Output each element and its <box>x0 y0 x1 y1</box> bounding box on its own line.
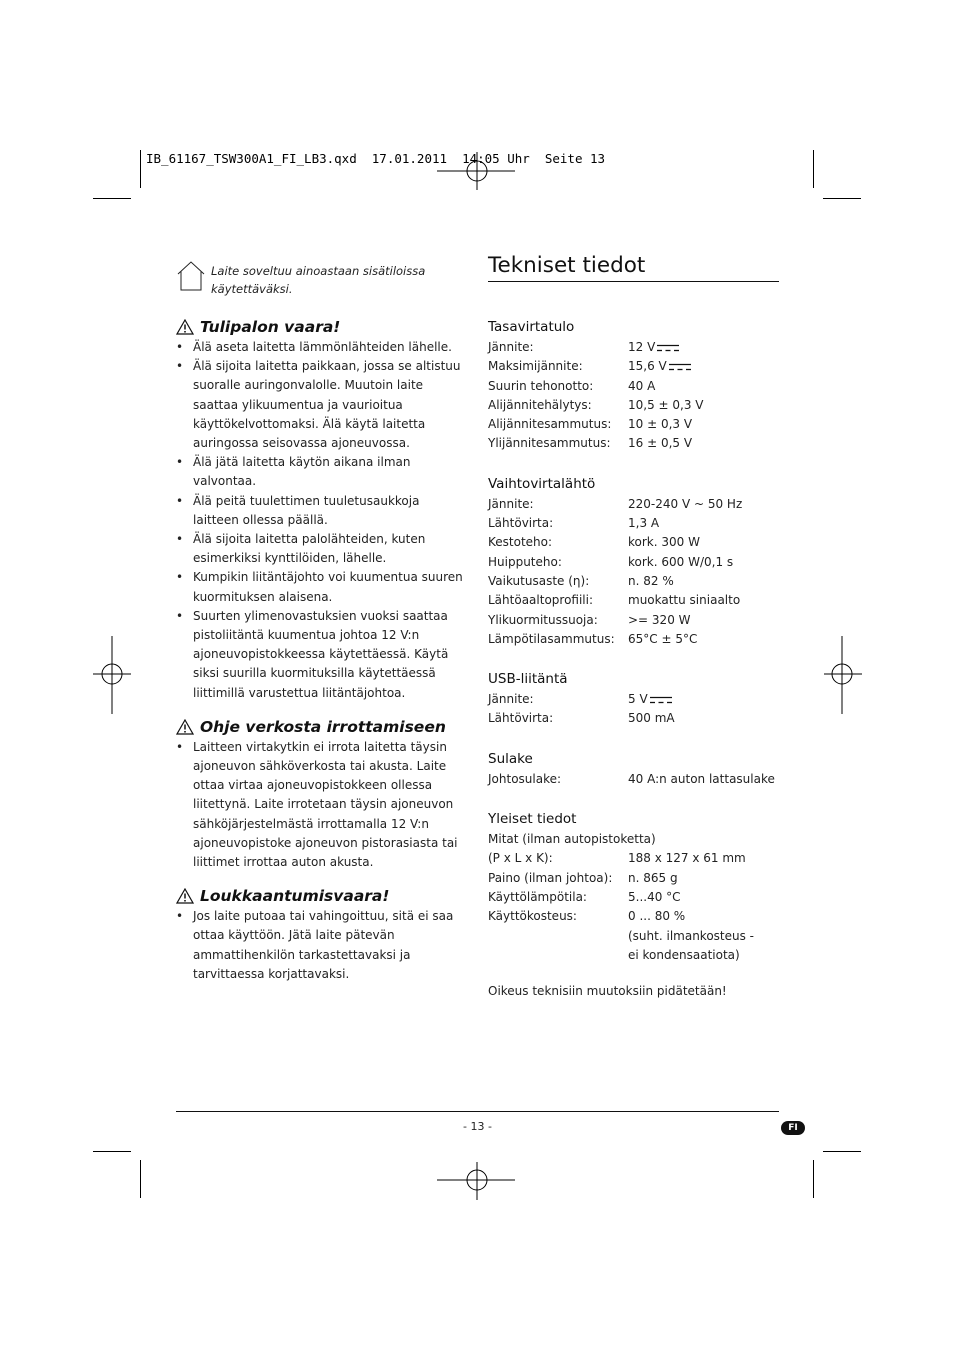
spec-group <box>488 316 788 454</box>
spec-value: 10,5 ± 0,3 V <box>628 397 704 412</box>
spec-label: Vaikutusaste (η): <box>488 573 590 588</box>
specs-column <box>488 316 788 998</box>
list-item: • Jos laite putoaa tai vahingoittuu, sitä ei saa ottaa käyttöön. Jätä laite pätevän ammattihenkilön tarkastettavaksi ja tarvittaessa korjattavaksi. <box>176 907 468 984</box>
spec-row <box>488 830 788 849</box>
crop-mark <box>813 1160 814 1198</box>
spec-row <box>488 770 788 789</box>
crop-mark <box>140 150 141 188</box>
injury-hazard-section <box>176 885 468 984</box>
spec-row <box>488 630 788 649</box>
spec-value-cell <box>628 591 788 610</box>
spec-group-title: Yleiset tiedot <box>488 811 577 828</box>
registration-mark-icon <box>822 636 862 714</box>
spec-row <box>488 849 788 868</box>
spec-value-cell <box>628 415 788 434</box>
spec-value-cell <box>628 770 788 789</box>
spec-row <box>488 495 788 514</box>
list-item: • Suurten ylimenovastuksien vuoksi saattaa pistoliitäntä kuumentua johtoa 12 V:n ajoneuvopistokkeessa käytettäessä. Käytä siksi suurilla kuormituksilla käytettäessä liittimillä varustettua liitäntäjohtoa. <box>176 607 468 703</box>
list-item: • Kumpikin liitäntäjohto voi kuumentua suuren kuormituksen alaisena. <box>176 568 468 606</box>
spec-label: Ylijännitesammutus: <box>488 436 611 451</box>
spec-label: Lähtövirta: <box>488 711 554 726</box>
spec-row <box>488 434 788 453</box>
spec-value-cell <box>628 514 788 533</box>
print-slug: IB_61167_TSW300A1_FI_LB3.qxd 17.01.2011 14:05 Uhr Seite 13 <box>146 151 606 166</box>
spec-value: 16 ± 0,5 V <box>628 436 693 451</box>
spec-row <box>488 611 788 630</box>
spec-label: Jännite: <box>488 340 534 354</box>
spec-value: 10 ± 0,3 V <box>628 417 693 432</box>
spec-row <box>488 357 788 376</box>
spec-row <box>488 709 788 728</box>
page-title: Tekniset tiedot <box>488 253 779 282</box>
section-heading <box>176 316 468 338</box>
crop-mark <box>93 1151 131 1152</box>
spec-value-cell <box>628 572 788 591</box>
spec-value-cell <box>628 709 788 728</box>
crop-mark <box>823 1151 861 1152</box>
spec-group <box>488 473 788 649</box>
spec-value-cell <box>628 396 788 415</box>
warning-triangle-icon <box>176 319 194 335</box>
spec-label: Alijännitehälytys: <box>488 397 592 412</box>
spec-group-title: USB-liitäntä <box>488 671 568 688</box>
section-heading-text: Ohje verkosta irrottamiseen <box>200 717 446 736</box>
spec-row <box>488 338 788 357</box>
spec-label: Kestoteho: <box>488 535 553 550</box>
spec-value: kork. 600 W/0,1 s <box>628 554 734 569</box>
spec-value-cell <box>628 338 788 357</box>
disconnect-section <box>176 716 468 872</box>
language-badge: FI <box>781 1121 805 1135</box>
spec-value: n. 82 % <box>628 573 674 588</box>
spec-label: (P x L x K): <box>488 851 553 866</box>
spec-group <box>488 748 788 789</box>
bullet-list <box>176 907 468 984</box>
spec-value: 5...40 °C <box>628 889 681 904</box>
warning-triangle-icon <box>176 719 194 735</box>
spec-label: Ylikuormitussuoja: <box>488 612 598 627</box>
section-heading-text: Tulipalon vaara! <box>200 318 341 336</box>
spec-row <box>488 927 788 946</box>
spec-value-cell <box>656 830 788 849</box>
spec-label: Alijännitesammutus: <box>488 417 612 432</box>
spec-label: Jännite: <box>488 692 534 707</box>
spec-value: 12 V <box>628 340 656 354</box>
spec-group-title: Sulake <box>488 750 533 767</box>
crop-mark <box>93 198 131 199</box>
crop-mark <box>140 1160 141 1198</box>
spec-value-cell <box>628 869 788 888</box>
bullet-list <box>176 338 468 703</box>
spec-value-cell <box>628 630 788 649</box>
spec-value-cell <box>628 690 788 709</box>
spec-group <box>488 668 788 729</box>
page-number: - 13 - <box>463 1120 492 1133</box>
spec-row <box>488 591 788 610</box>
section-heading-text: Loukkaantumisvaara! <box>200 887 390 906</box>
spec-row <box>488 553 788 572</box>
spec-label: Lähtövirta: <box>488 516 554 531</box>
spec-group <box>488 808 788 965</box>
spec-value: 0 ... 80 % <box>628 909 686 924</box>
registration-mark-icon <box>93 636 133 714</box>
fire-hazard-section <box>176 316 468 703</box>
spec-label: Paino (ilman johtoa): <box>488 870 613 885</box>
spec-value-cell <box>628 946 788 965</box>
spec-row <box>488 415 788 434</box>
list-item: • Laitteen virtakytkin ei irrota laitetta täysin ajoneuvon sähköverkosta tai akusta. Laite ottaa virtaa ajoneuvopistokkeen ollessa liitettynä. Laite irrotetaan täysin ajoneuvon sähköjärjestelmästä irrottamalla 12 V:n ajoneuvopistoke ajoneuvon pistorasiasta tai liittimet irrottaa auton akusta. <box>176 738 468 872</box>
list-item: • Älä jätä laitetta käytön aikana ilman valvontaa. <box>176 453 468 491</box>
spec-value: 220-240 V ~ 50 Hz <box>628 496 743 511</box>
footer-rule <box>176 1111 779 1112</box>
spec-row <box>488 907 788 926</box>
spec-value: kork. 300 W <box>628 535 700 550</box>
spec-label: Johtosulake: <box>488 771 562 786</box>
spec-row <box>488 869 788 888</box>
spec-value: n. 865 g <box>628 870 678 885</box>
spec-value: 1,3 A <box>628 516 660 531</box>
spec-label: Käyttökosteus: <box>488 909 577 924</box>
dc-symbol-icon <box>669 363 691 371</box>
spec-row <box>488 514 788 533</box>
house-icon <box>176 260 206 292</box>
list-item: • Älä peitä tuulettimen tuuletusaukkoja laitteen ollessa päällä. <box>176 492 468 530</box>
crop-mark <box>813 150 814 188</box>
spec-value: muokattu siniaalto <box>628 593 741 608</box>
spec-label: Suurin tehonotto: <box>488 378 594 393</box>
spec-value-cell <box>628 377 788 396</box>
spec-value: >= 320 W <box>628 612 691 627</box>
warning-triangle-icon <box>176 888 194 904</box>
spec-row <box>488 946 788 965</box>
indoor-use-text: Laite soveltuu ainoastaan sisätiloissa käytettäväksi. <box>211 264 426 296</box>
dc-symbol-icon <box>650 696 672 704</box>
spec-value-cell <box>628 927 788 946</box>
spec-footnote: Oikeus teknisiin muutoksiin pidätetään! <box>488 984 727 999</box>
spec-row <box>488 396 788 415</box>
spec-value-cell <box>628 611 788 630</box>
spec-label: Jännite: <box>488 496 534 511</box>
spec-value-cell <box>628 533 788 552</box>
spec-value: 15,6 V <box>628 359 667 374</box>
registration-mark-icon <box>437 1160 517 1200</box>
spec-value-cell <box>628 888 788 907</box>
list-item: • Älä sijoita laitetta paikkaan, jossa se altistuu suoralle auringonvalolle. Muutoin laite saattaa ylikuumentua ja vaurioitua käyttökelvottomaksi. Älä käytä laitetta auringossa seisovassa ajoneuvossa. <box>176 357 468 453</box>
spec-value: 65°C ± 5°C <box>628 631 698 646</box>
spec-label: Lähtöaaltoprofiili: <box>488 593 594 608</box>
spec-value: (suht. ilmankosteus - <box>628 928 754 943</box>
spec-label: Käyttölämpötila: <box>488 889 587 904</box>
spec-row <box>488 690 788 709</box>
spec-label: Mitat (ilman autopistoketta) <box>488 832 656 847</box>
spec-label <box>488 946 628 965</box>
section-heading <box>176 716 468 738</box>
spec-row <box>488 572 788 591</box>
spec-label: Huipputeho: <box>488 554 562 569</box>
spec-value-cell <box>628 495 788 514</box>
spec-value-cell <box>628 907 788 926</box>
spec-label: Lämpötilasammutus: <box>488 631 615 646</box>
list-item: • Älä aseta laitetta lämmönlähteiden lähelle. <box>176 338 468 357</box>
safety-column <box>176 316 468 984</box>
spec-value: 5 V <box>628 692 648 707</box>
spec-value: 500 mA <box>628 711 675 726</box>
spec-value: 40 A:n auton lattasulake <box>628 771 775 786</box>
spec-row <box>488 377 788 396</box>
spec-group-title: Vaihtovirtalähtö <box>488 475 596 492</box>
spec-label <box>488 927 628 946</box>
spec-value-cell <box>628 553 788 572</box>
spec-value: 188 x 127 x 61 mm <box>628 851 746 866</box>
spec-row <box>488 533 788 552</box>
section-heading <box>176 885 468 907</box>
crop-mark <box>823 198 861 199</box>
spec-group-title: Tasavirtatulo <box>488 319 575 335</box>
spec-value-cell <box>628 849 788 868</box>
spec-value-cell <box>628 357 788 376</box>
spec-label: Maksimijännite: <box>488 359 583 374</box>
spec-value: 40 A <box>628 378 656 393</box>
spec-value-cell <box>628 434 788 453</box>
spec-row <box>488 888 788 907</box>
list-item: • Älä sijoita laitetta palolähteiden, kuten esimerkiksi kynttilöiden, lähelle. <box>176 530 468 568</box>
dc-symbol-icon <box>657 344 679 352</box>
spec-value: ei kondensaatiota) <box>628 947 740 962</box>
bullet-list <box>176 738 468 872</box>
